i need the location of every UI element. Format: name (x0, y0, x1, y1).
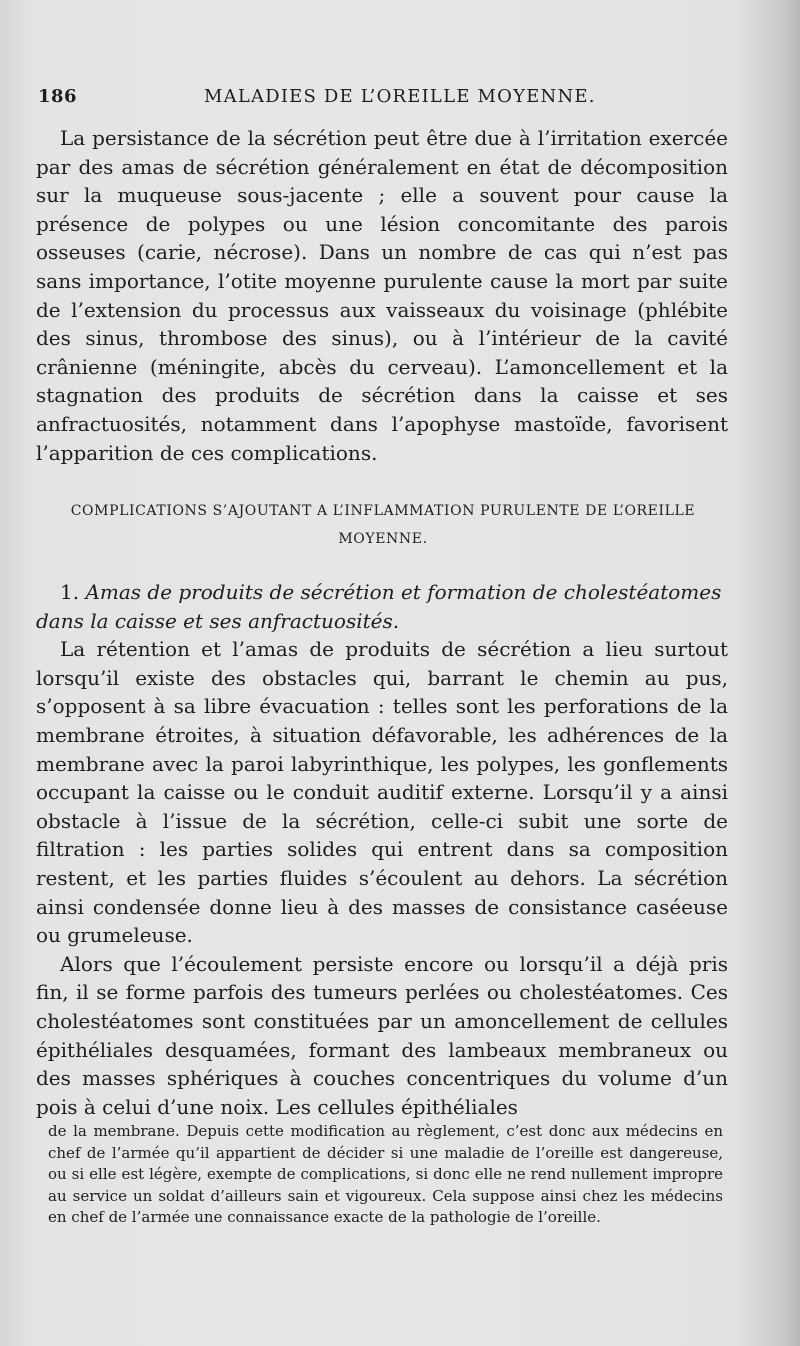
intro-paragraph: La persistance de la sécrétion peut être due à l’irritation exercée par des amas de sécrétion généralement en état de décomposition sur la muqueuse sous-jacente ; elle a souvent pour cause la présence de polypes ou une lésion concomitante des parois osseuses (carie, nécrose). Dans un nombre de cas qui n’est pas sans importance, l’otite moyenne purulente cause la mort par suite de l’extension du processus aux vaisseaux du voisinage (phlébite des sinus, thrombose des sinus), ou à l’intérieur de la cavité crânienne (méningite, abcès du cerveau). L’amoncellement et la stagnation des produits de sécrétion dans la caisse et ses anfractuosités, notamment dans l’apophyse mastoïde, favorisent l’apparition de ces complications. (36, 126, 728, 465)
page-header (38, 86, 728, 112)
section-heading-line-2: MOYENNE. (338, 531, 428, 547)
body-paragraph: Alors que l’écoulement persiste encore ou lorsqu’il a déjà pris fin, il se forme parfois des tumeurs perlées ou cholestéatomes. Ces cholestéatomes sont constituées par un amoncellement de cellules épithéliales desquamées, formant des lambeaux membraneux ou des masses sphériques à couches concentriques du volume d’un pois à celui d’une noix. Les cellules épithéliales (36, 951, 728, 1119)
intro-text-block (36, 124, 728, 467)
footnote (48, 1121, 723, 1229)
section-heading-line-1: COMPLICATIONS S’AJOUTANT A L’INFLAMMATION PURULENTE DE L’OREILLE (70, 503, 696, 519)
subsection-title (36, 578, 728, 635)
body-paragraph: La rétention et l’amas de produits de sécrétion a lieu surtout lorsqu’il existe des obstacles qui, barrant le chemin au pus, s’opposent à sa libre évacuation : telles sont les perforations de la membrane étroites, à situation défavorable, les adhérences de la membrane avec la paroi labyrinthique, les polypes, les gonflements occupant la caisse ou le conduit auditif externe. Lorsqu’il y a ainsi obstacle à l’issue de la sécrétion, celle-ci subit une sorte de filtration : les parties solides qui entrent dans sa composition restent, et les parties fluides s’écoulent au dehors. La sécrétion ainsi condensée donne lieu à des masses de consistance caséeuse ou grumeleuse. (36, 637, 728, 948)
section-heading (38, 497, 728, 553)
page-number: 186 (38, 86, 78, 107)
running-title: MALADIES DE L’OREILLE MOYENNE. (204, 86, 596, 107)
footnote-text: de la membrane. Depuis cette modification au règlement, c’est donc aux médecins en chef de l’armée qu’il appartient de décider si une maladie de l’oreille est dangereuse, ou si elle est légère, exempte de complications, si donc elle ne rend nullement impropre au service un soldat d’ailleurs sain et vigoureux. Cela suppose ainsi chez les médecins en chef de l’armée une connaissance exacte de la pathologie de l’oreille. (48, 1122, 723, 1227)
subsection-title-text: Amas de produits de sécrétion et formation de cholestéatomes dans la caisse et ses anfractuosités. (36, 580, 722, 633)
subsection (36, 578, 728, 1121)
subsection-number: 1. (60, 580, 80, 604)
